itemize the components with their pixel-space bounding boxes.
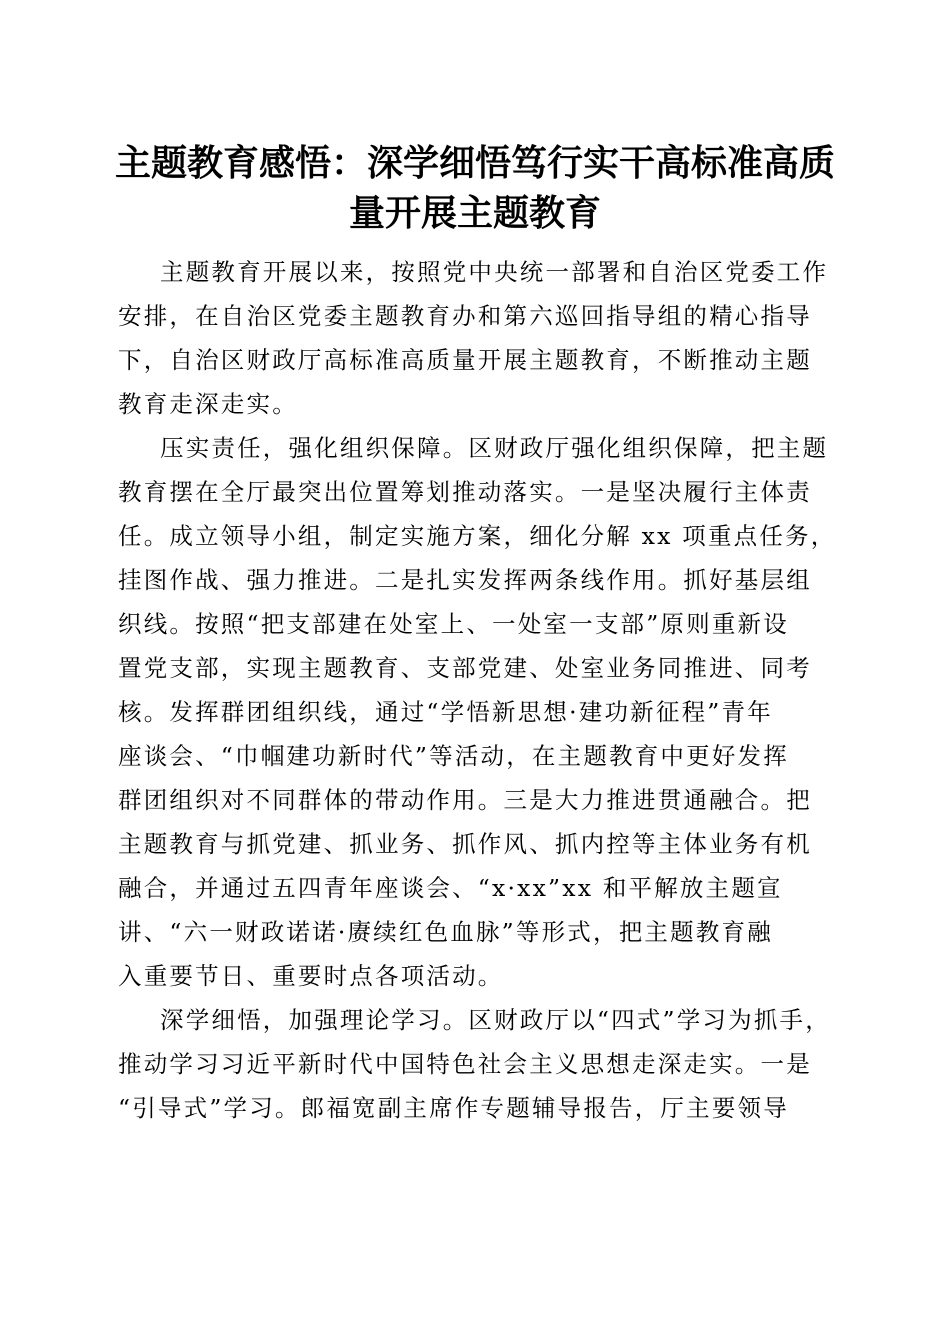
text-line: 教育摆在全厅最突出位置筹划推动落实。一是坚决履行主体责 bbox=[118, 478, 812, 506]
text-line: 主题教育与抓党建、抓业务、抓作风、抓内控等主体业务有机 bbox=[118, 830, 812, 858]
text-line: 教育走深走实。 bbox=[118, 390, 298, 418]
text-line: 安排，在自治区党委主题教育办和第六巡回指导组的精心指导 bbox=[118, 302, 812, 330]
text-line: 挂图作战、强力推进。二是扎实发挥两条线作用。抓好基层组 bbox=[118, 566, 812, 594]
text-line: 群团组织对不同群体的带动作用。三是大力推进贯通融合。把 bbox=[118, 786, 812, 814]
text-line: 置党支部，实现主题教育、支部党建、处室业务同推进、同考 bbox=[118, 654, 812, 682]
text-line: “引导式”学习。郎福宽副主席作专题辅导报告，厅主要领导 bbox=[118, 1094, 789, 1122]
document-body bbox=[118, 250, 837, 1130]
title-line-1: 主题教育感悟：深学细悟笃行实干高标准高质 bbox=[114, 142, 835, 184]
text-line: 任。成立领导小组，制定实施方案，细化分解 xx 项重点任务， bbox=[118, 522, 837, 550]
text-line: 下，自治区财政厅高标准高质量开展主题教育，不断推动主题 bbox=[118, 346, 812, 374]
text-line: 深学细悟，加强理论学习。区财政厅以“四式”学习为抓手， bbox=[160, 1006, 831, 1034]
paragraph-2 bbox=[118, 426, 837, 998]
text-line: 主题教育开展以来，按照党中央统一部署和自治区党委工作 bbox=[160, 258, 829, 286]
text-line: 入重要节日、重要时点各项活动。 bbox=[118, 962, 504, 990]
text-line: 核。发挥群团组织线，通过“学悟新思想·建功新征程”青年 bbox=[118, 698, 773, 726]
text-line: 座谈会、“巾帼建功新时代”等活动，在主题教育中更好发挥 bbox=[118, 742, 789, 770]
document-title bbox=[110, 138, 840, 238]
text-line: 推动学习习近平新时代中国特色社会主义思想走深走实。一是 bbox=[118, 1050, 812, 1078]
title-line-2: 量开展主题教育 bbox=[348, 192, 601, 234]
text-line: 融合，并通过五四青年座谈会、“x·xx”xx 和平解放主题宣 bbox=[118, 874, 783, 902]
paragraph-1 bbox=[118, 250, 830, 426]
text-line: 讲、“六一财政诺诺·赓续红色血脉”等形式，把主题教育融 bbox=[118, 918, 773, 946]
paragraph-3 bbox=[118, 998, 830, 1130]
text-line: 织线。按照“把支部建在处室上、一处室一支部”原则重新设 bbox=[118, 610, 789, 638]
text-line: 压实责任，强化组织保障。区财政厅强化组织保障，把主题 bbox=[160, 434, 829, 462]
